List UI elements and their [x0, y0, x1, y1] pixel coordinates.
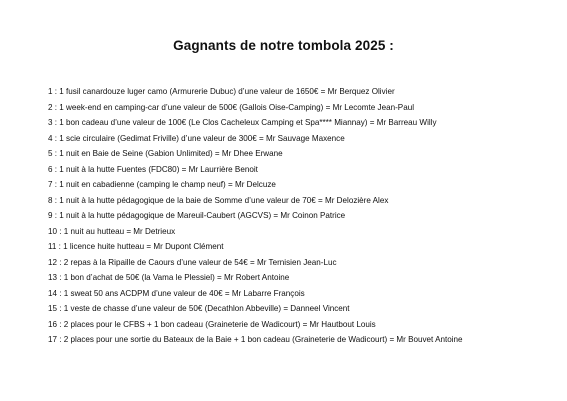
winner-row: 6 : 1 nuit à la hutte Fuentes (FDC80) = Mr Laurrière Benoit	[48, 164, 258, 174]
winner-row: 16 : 2 places pour le CFBS + 1 bon cadeau (Graineterie de Wadicourt) = Mr Hautbout Louis	[48, 319, 376, 329]
winner-number: 14	[48, 288, 58, 298]
winner-text: 1 nuit à la hutte Fuentes (FDC80) = Mr Laurrière Benoit	[59, 164, 258, 174]
winner-number: 12	[48, 257, 58, 267]
winner-row: 10 : 1 nuit au hutteau = Mr Detrieux	[48, 226, 176, 236]
winner-text: 1 bon cadeau d’une valeur de 100€ (Le Clos Cacheleux Camping et Spa**** Miannay) = Mr Barreau Willy	[59, 118, 437, 127]
winner-row: 11 : 1 licence huite hutteau = Mr Dupont Clément	[48, 242, 224, 251]
winner-number: 16	[48, 319, 58, 329]
winner-text: 1 nuit en Baie de Seine (Gabion Unlimited) = Mr Dhee Erwane	[59, 149, 283, 158]
winner-row: 2 : 1 week-end en camping-car d’une valeur de 500€ (Gallois Oise-Camping) = Mr Lecomte Jean-Paul	[48, 102, 414, 112]
page-title: Gagnants de notre tombola 2025 :	[173, 38, 394, 53]
winner-row: 3 : 1 bon cadeau d’une valeur de 100€ (Le Clos Cacheleux Camping et Spa**** Miannay) = Mr Barreau Willy	[48, 118, 437, 127]
winner-number: 9	[48, 211, 53, 220]
winner-row: 17 : 2 places pour une sortie du Bateaux de la Baie + 1 bon cadeau (Graineterie de Wadicourt) = Mr Bouvet Antoine	[48, 335, 463, 344]
winner-text: 1 sweat 50 ans ACDPM d’une valeur de 40€ = Mr Labarre François	[63, 288, 305, 298]
winner-number: 5	[48, 149, 53, 158]
winner-text: 1 nuit à la hutte pédagogique de Mareuil-Caubert (AGCVS) = Mr Coinon Patrice	[59, 211, 346, 220]
winner-text: 1 nuit à la hutte pédagogique de la baie de Somme d’une valeur de 70€ = Mr Delozière Alex	[59, 195, 389, 205]
winner-row: 4 : 1 scie circulaire (Gedimat Friville) d’une valeur de 300€ = Mr Sauvage Maxence	[48, 133, 345, 143]
winner-row: 1 : 1 fusil canardouze luger camo (Armurerie Dubuc) d’une valeur de 1650€ = Mr Berquez Olivier	[48, 87, 395, 96]
winner-number: 7	[48, 180, 53, 189]
winner-number: 4	[48, 133, 53, 143]
winner-text: 1 fusil canardouze luger camo (Armurerie Dubuc) d’une valeur de 1650€ = Mr Berquez Olivier	[59, 87, 395, 96]
winner-text: 2 places pour le CFBS + 1 bon cadeau (Graineterie de Wadicourt) = Mr Hautbout Louis	[63, 319, 376, 329]
winner-row: 8 : 1 nuit à la hutte pédagogique de la baie de Somme d’une valeur de 70€ = Mr Delozière Alex	[48, 195, 389, 205]
winner-text: 1 bon d’achat de 50€ (la Vama le Plessiel) = Mr Robert Antoine	[63, 273, 290, 282]
winner-number: 8	[48, 195, 53, 205]
winner-number: 15	[48, 304, 58, 313]
winner-text: 2 places pour une sortie du Bateaux de la Baie + 1 bon cadeau (Graineterie de Wadicourt) = Mr Bouvet Antoine	[63, 335, 463, 344]
winner-number: 11	[48, 242, 57, 251]
winner-row: 9 : 1 nuit à la hutte pédagogique de Mareuil-Caubert (AGCVS) = Mr Coinon Patrice	[48, 211, 346, 220]
winner-text: 1 nuit en cabadienne (camping le champ neuf) = Mr Delcuze	[59, 180, 276, 189]
winner-row: 13 : 1 bon d’achat de 50€ (la Vama le Plessiel) = Mr Robert Antoine	[48, 273, 290, 282]
winner-number: 6	[48, 164, 53, 174]
winners-list	[48, 84, 560, 348]
winner-number: 13	[48, 273, 58, 282]
winner-text: 1 week-end en camping-car d’une valeur de 500€ (Gallois Oise-Camping) = Mr Lecomte Jean-Paul	[59, 102, 414, 112]
winner-number: 3	[48, 118, 53, 127]
winner-row: 7 : 1 nuit en cabadienne (camping le champ neuf) = Mr Delcuze	[48, 180, 276, 189]
winner-row: 5 : 1 nuit en Baie de Seine (Gabion Unlimited) = Mr Dhee Erwane	[48, 149, 283, 158]
winner-row: 15 : 1 veste de chasse d’une valeur de 50€ (Decathlon Abbeville) = Danneel Vincent	[48, 304, 350, 313]
winner-number: 1	[48, 87, 53, 96]
winner-text: 1 licence huite hutteau = Mr Dupont Clément	[63, 242, 224, 251]
winner-text: 1 nuit au hutteau = Mr Detrieux	[63, 226, 176, 236]
winner-text: 1 scie circulaire (Gedimat Friville) d’une valeur de 300€ = Mr Sauvage Maxence	[59, 133, 345, 143]
winner-row: 12 : 2 repas à la Ripaille de Caours d’une valeur de 54€ = Mr Ternisien Jean-Luc	[48, 257, 337, 267]
winner-text: 2 repas à la Ripaille de Caours d’une valeur de 54€ = Mr Ternisien Jean-Luc	[63, 257, 337, 267]
winner-number: 17	[48, 335, 58, 344]
winner-text: 1 veste de chasse d’une valeur de 50€ (Decathlon Abbeville) = Danneel Vincent	[63, 304, 350, 313]
winner-number: 2	[48, 102, 53, 112]
winner-number: 10	[48, 226, 58, 236]
winner-row: 14 : 1 sweat 50 ans ACDPM d’une valeur de 40€ = Mr Labarre François	[48, 288, 305, 298]
